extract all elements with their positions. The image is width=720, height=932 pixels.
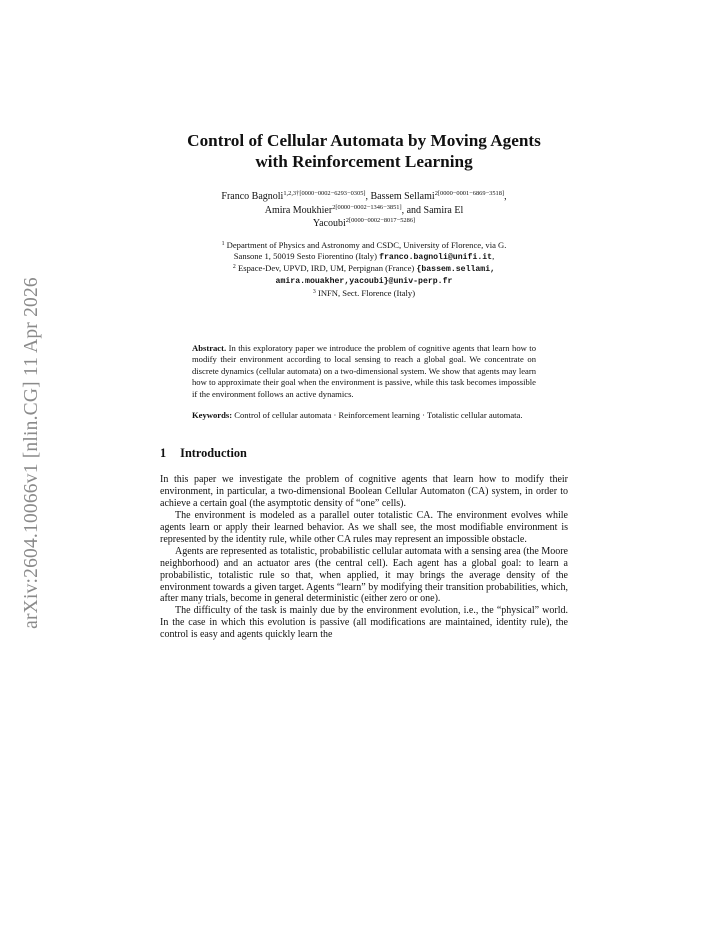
title-line-1: Control of Cellular Automata by Moving Agents bbox=[187, 131, 541, 150]
author-name: , and Samira El bbox=[401, 204, 464, 216]
paragraph: The difficulty of the task is mainly due by the environment evolution, i.e., the “physical” world. In the case in which this evolution is passive (all modifications are maintained, identity rule), the control is easy and agents quickly learn the bbox=[160, 605, 568, 641]
paragraph: The environment is modeled as a parallel outer totalistic CA. The environment evolves while agents learn or apply their learned behavior. As we shall see, the most modifiable environment is represented by the identity rule, while other CA rules may represent an impossible obstacle. bbox=[160, 510, 568, 545]
author-name: Franco Bagnoli bbox=[221, 191, 284, 202]
author-orcid: 1,2,3†[0000−0002−6293−0305] bbox=[283, 190, 366, 197]
section-number: 1 bbox=[160, 446, 167, 461]
affiliation-list bbox=[160, 240, 568, 299]
abstract bbox=[192, 343, 536, 400]
affiliation-number: 2 bbox=[232, 264, 236, 271]
section-heading bbox=[160, 445, 568, 461]
keywords bbox=[192, 410, 536, 421]
keywords-label: Keywords: bbox=[192, 410, 233, 421]
author-list bbox=[160, 190, 568, 231]
section-title: Introduction bbox=[180, 446, 247, 461]
abstract-label: Abstract. bbox=[192, 342, 227, 353]
title-line-2: with Reinforcement Learning bbox=[255, 152, 473, 171]
affiliation-text: INFN, Sect. Florence (Italy) bbox=[317, 287, 416, 298]
affiliation-email: amira.mouakher,yacoubi}@univ-perp.fr bbox=[275, 277, 453, 287]
author-orcid: 2[0000−0002−1346−3851] bbox=[332, 203, 402, 211]
affiliation-email: {bassem.sellami, bbox=[416, 265, 496, 275]
abstract-text: In this exploratory paper we introduce the problem of cognitive agents that learn how to modify their environment according to local sensing to reach a global goal. We concentrate on discrete dynamics (cellular automata) on a two-dimensional system. We show that agents may learn how to approximate their goal when the environment is passive, while this task becomes impossible if the environment follows an active dynamics. bbox=[192, 342, 536, 399]
keywords-text: Control of cellular automata · Reinforcement learning · Totalistic cellular automata. bbox=[234, 410, 523, 421]
affiliation-email: franco.bagnoli@unifi.it bbox=[379, 252, 493, 262]
paper-title bbox=[160, 130, 568, 172]
affiliation-number: 1 bbox=[221, 240, 225, 247]
paragraph: Agents are represented as totalistic, probabilistic cellular automata with a sensing area (the Moore neighborhood) and an actuator ares (the central cell). Each agent has a global goal: to learn a probabilistic, totalistic rule so that, when applied, it may brings the average density of the environment towards a given target. Agents “learn” by modifying their transition probabilities, which, after many trials, become in general deterministic (either zero or one). bbox=[160, 545, 568, 605]
affiliation-text: Sansone 1, 50019 Sesto Fiorentino (Italy) bbox=[233, 250, 377, 261]
author-orcid: 2[0000−0001−6869−3518] bbox=[434, 190, 505, 197]
author-name: Yacoubi bbox=[312, 218, 346, 229]
section-body bbox=[160, 474, 568, 641]
paragraph: In this paper we investigate the problem of cognitive agents that learn how to modify their environment, in particular, a two-dimensional Boolean Cellular Automaton (CA) system, in order to achieve a certain goal (the asymptotic density of “one” cells). bbox=[160, 474, 568, 510]
arxiv-sidebar bbox=[2, 248, 62, 658]
affiliation-text: Espace-Dev, UPVD, IRD, UM, Perpignan (France) bbox=[237, 263, 415, 274]
affiliation-text: Department of Physics and Astronomy and CSDC, University of Florence, via G. bbox=[226, 239, 507, 250]
author-name: Amira Moukhier bbox=[264, 204, 333, 216]
author-orcid: 2[0000−0002−8017−5286] bbox=[345, 217, 416, 224]
author-name: , Bassem Sellami bbox=[365, 191, 435, 202]
affiliation-punct: , bbox=[492, 250, 495, 261]
affiliation-number: 3 bbox=[312, 288, 316, 295]
author-separator: , bbox=[504, 191, 507, 202]
paper-page bbox=[160, 130, 568, 641]
arxiv-identifier: arXiv:2604.10066v1 [nlin.CG] 11 Apr 2026 bbox=[21, 277, 42, 629]
